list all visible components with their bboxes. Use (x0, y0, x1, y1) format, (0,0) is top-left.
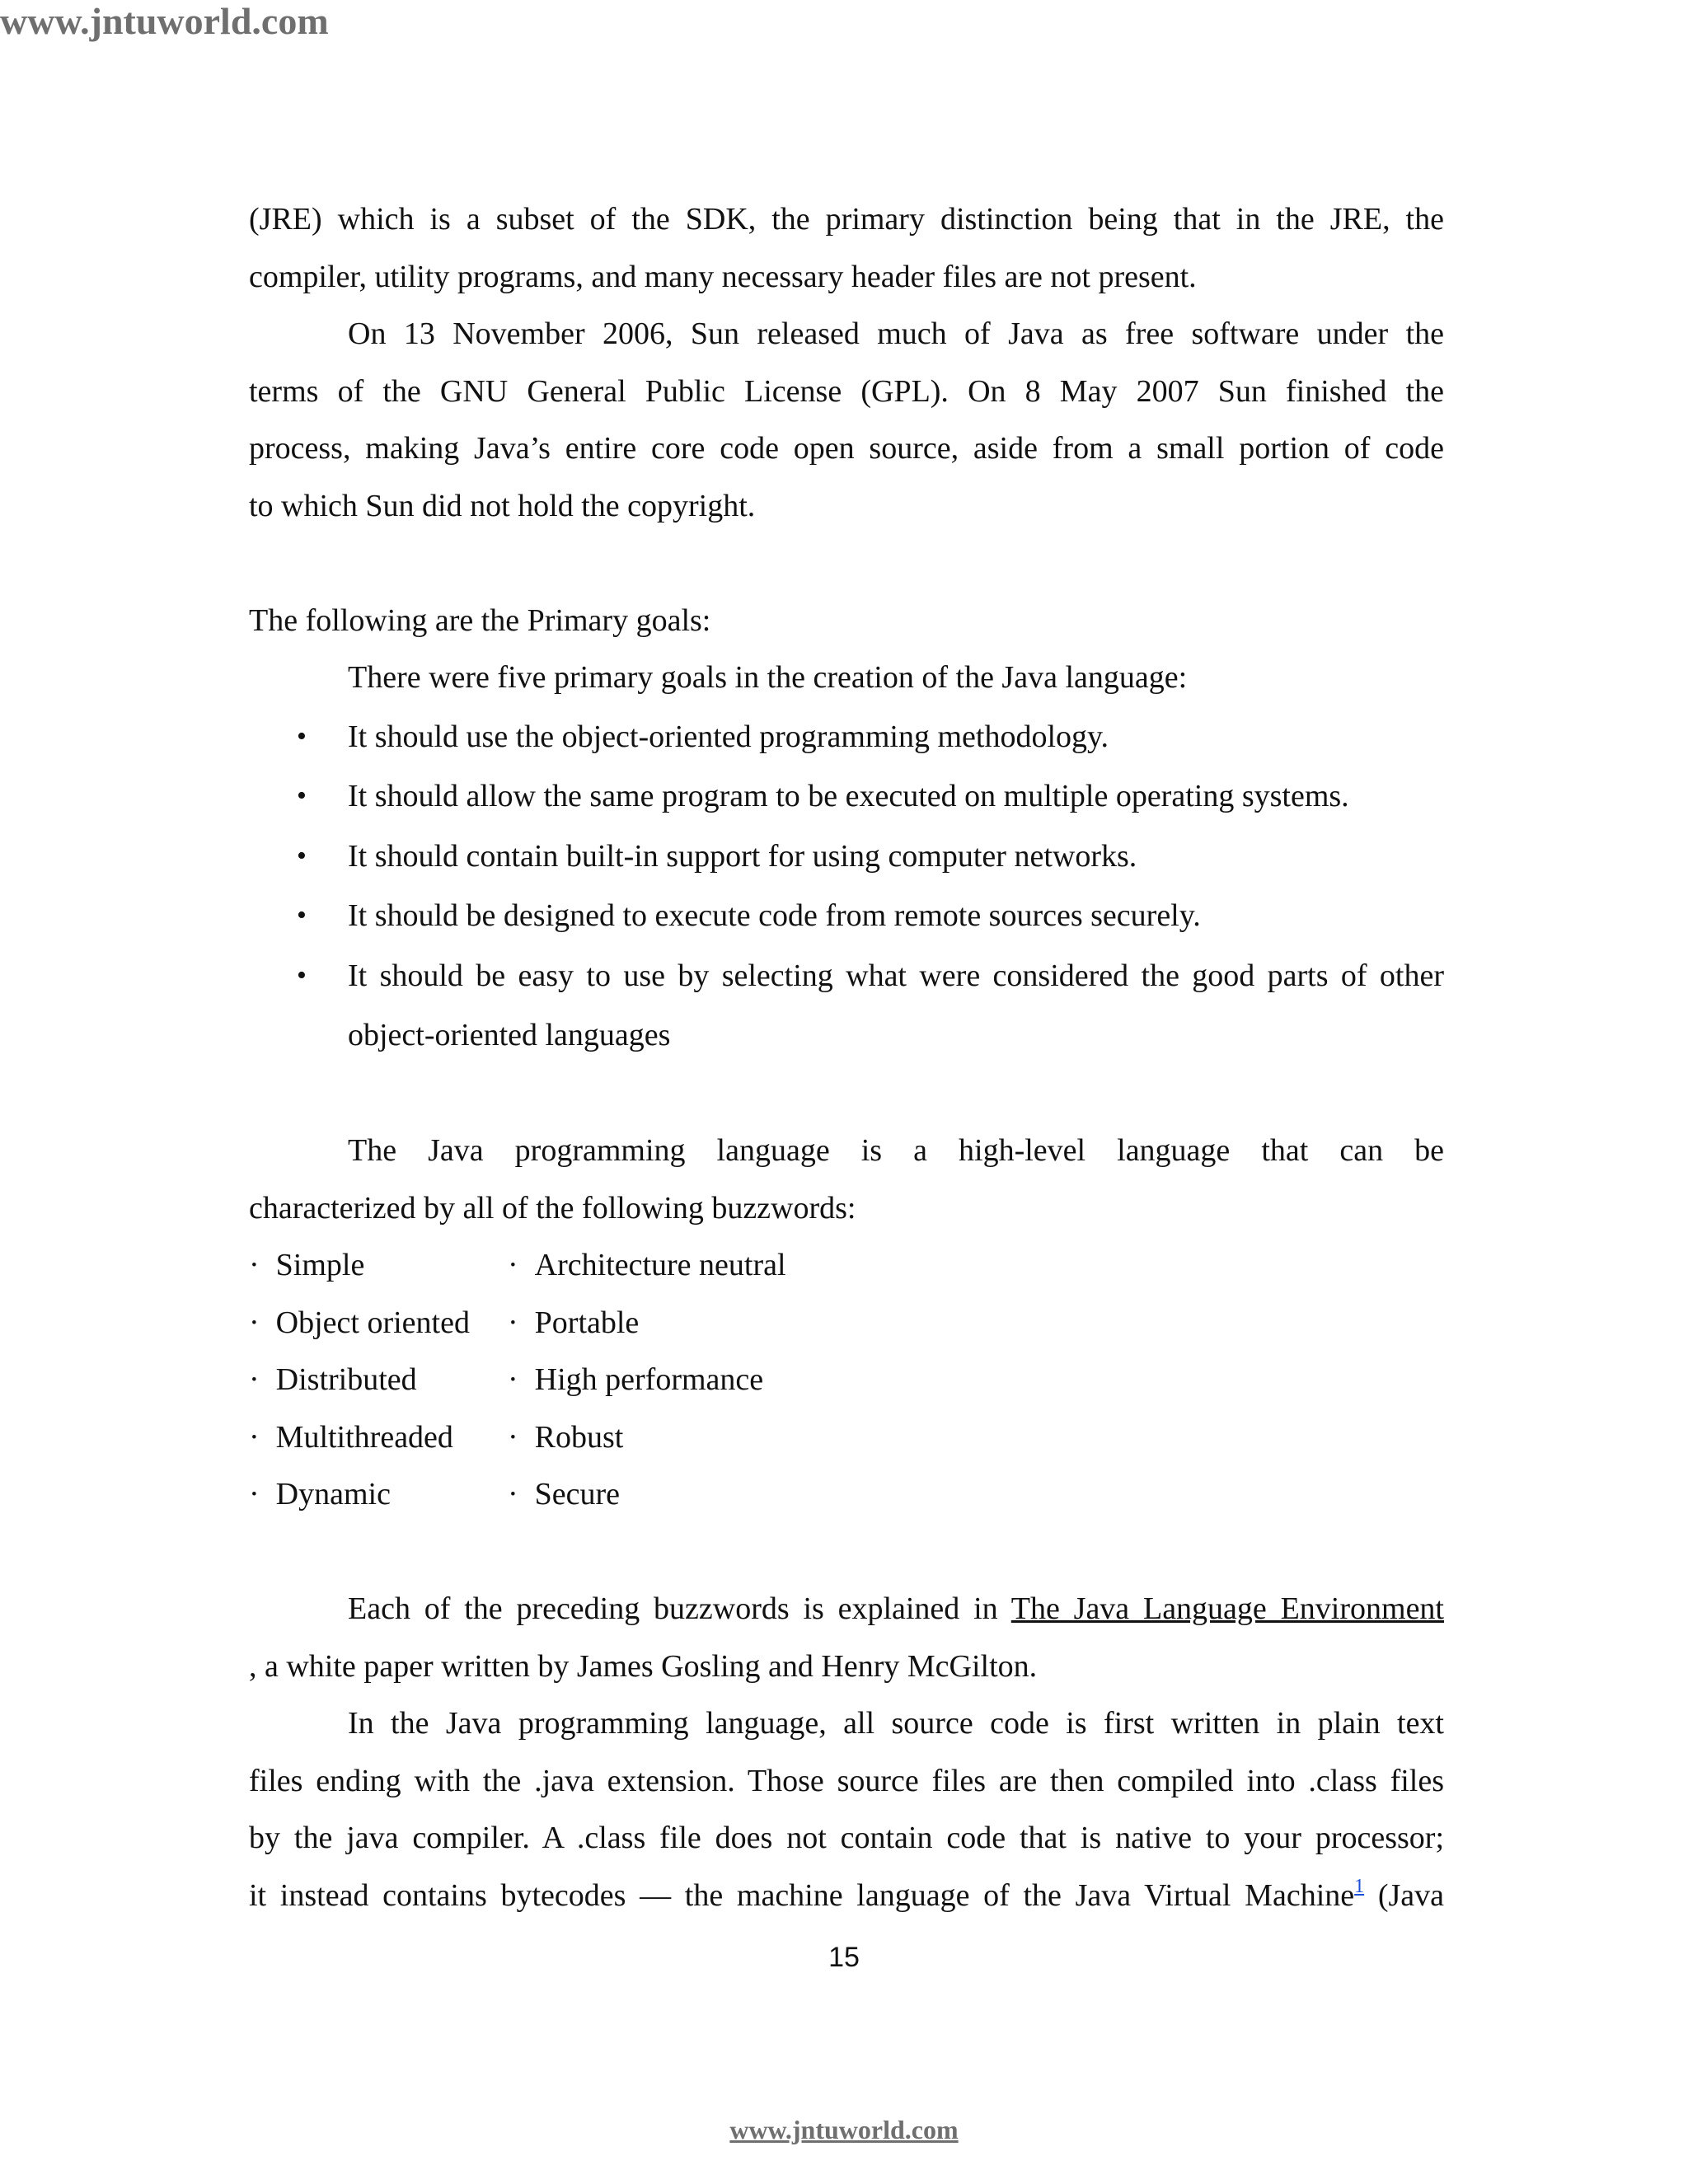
paragraph-line (249, 1581, 1444, 1638)
paragraph-line: , a white paper written by James Gosling and Henry McGilton. (249, 1648, 1038, 1684)
list-item-text: It should allow the same program to be executed on multiple operating systems. (348, 779, 1349, 813)
buzzword: Secure (534, 1477, 621, 1511)
list-item-text: It should be designed to execute code from remote sources securely. (348, 898, 1201, 933)
bullet-icon: • (297, 900, 307, 930)
paragraph-line: compiler, utility programs, and many necessary header files are not present. (249, 259, 1197, 294)
buzzword-table (249, 1237, 1444, 1524)
buzzword: Simple (275, 1248, 365, 1282)
buzzword-marker: · (249, 1477, 260, 1511)
buzzword: Robust (534, 1419, 624, 1455)
buzzword: Object oriented (275, 1305, 470, 1340)
paragraph-line: by the java compiler. A .class file does not contain code that is native to your processor; (249, 1821, 1444, 1855)
document-body (249, 191, 1444, 1924)
paragraph-line: On 13 November 2006, Sun released much of Java as free software under the (348, 316, 1444, 351)
text-run: (Java (1364, 1877, 1444, 1913)
paragraph-line: characterized by all of the following buzzwords: (249, 1190, 856, 1226)
paragraph-line: files ending with the .java extension. Those source files are then compiled into .class files (249, 1763, 1444, 1798)
buzzword-marker: · (249, 1419, 260, 1455)
java-language-environment-link[interactable]: The Java Language Environment (1010, 1591, 1444, 1626)
buzzword-marker: · (249, 1248, 260, 1282)
text-run: it instead contains bytecodes — the machine language of the Java Virtual Machine (249, 1877, 1355, 1913)
list-item (249, 766, 1444, 827)
buzzword-row (249, 1237, 1444, 1295)
buzzword-marker: · (508, 1248, 518, 1282)
buzzword: Portable (534, 1305, 640, 1340)
buzzword-marker: · (508, 1477, 518, 1511)
buzzword-marker: · (508, 1419, 518, 1455)
buzzword-row (249, 1352, 1444, 1409)
bullet-icon: • (297, 720, 307, 752)
goals-intro: There were five primary goals in the creation of the Java language: (348, 660, 1188, 695)
list-item (249, 707, 1444, 767)
goals-list (249, 707, 1444, 1066)
watermark-top[interactable]: www.jntuworld.com (0, 0, 329, 42)
bullet-icon: • (297, 959, 307, 991)
bullet-icon: • (297, 840, 307, 871)
paragraph-line: to which Sun did not hold the copyright. (249, 488, 756, 523)
buzzword-row (249, 1295, 1444, 1352)
buzzword: Multithreaded (275, 1419, 453, 1455)
list-item-text: It should be easy to use by selecting what were considered the good parts of other (348, 958, 1444, 993)
buzzword: Dynamic (275, 1477, 391, 1511)
goals-heading: The following are the Primary goals: (249, 602, 711, 638)
buzzword-marker: · (249, 1362, 260, 1397)
footnote-link[interactable]: 1 (1354, 1875, 1365, 1897)
buzzword-marker: · (508, 1362, 518, 1397)
bullet-icon: • (297, 780, 307, 811)
buzzword-marker: · (249, 1305, 260, 1340)
buzzword: Distributed (275, 1362, 417, 1397)
text-run: Each of the preceding buzzwords is explained in (348, 1591, 1011, 1626)
list-item-text-continued: object-oriented languages (348, 1018, 671, 1052)
buzzword: Architecture neutral (534, 1248, 786, 1282)
list-item (249, 886, 1444, 946)
paragraph-line (249, 1868, 1444, 1925)
buzzword: High performance (534, 1362, 764, 1397)
paragraph-line: (JRE) which is a subset of the SDK, the primary distinction being that in the JRE, the (249, 202, 1444, 237)
list-item (249, 827, 1444, 887)
paragraph-line: The Java programming language is a high-level language that can be (348, 1133, 1444, 1168)
list-item-text: It should use the object-oriented programming methodology. (348, 719, 1109, 754)
buzzword-marker: · (508, 1305, 518, 1340)
buzzword-row (249, 1409, 1444, 1467)
page-number: 15 (828, 1942, 860, 1973)
paragraph-line: terms of the GNU General Public License (GPL). On 8 May 2007 Sun finished the (249, 373, 1444, 409)
buzzword-row (249, 1466, 1444, 1524)
paragraph-line: process, making Java’s entire core code open source, aside from a small portion of code (249, 431, 1444, 466)
watermark-bottom[interactable]: www.jntuworld.com (729, 2115, 959, 2144)
paragraph-line: In the Java programming language, all source code is first written in plain text (348, 1706, 1444, 1741)
list-item-text: It should contain built-in support for using computer networks. (348, 838, 1137, 874)
list-item (249, 946, 1444, 1066)
